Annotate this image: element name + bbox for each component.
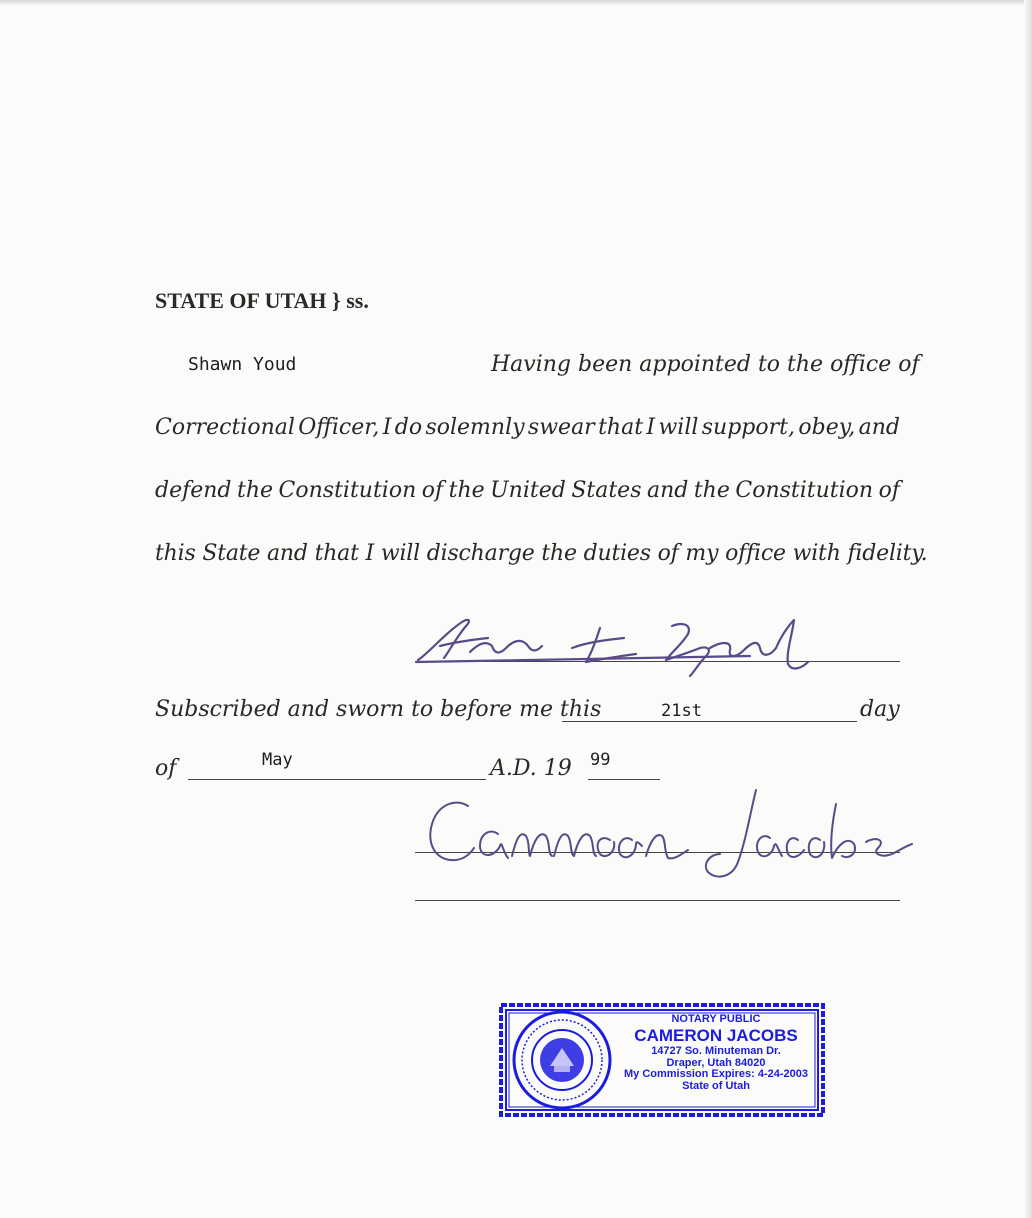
ad-label: A.D. 19 <box>490 756 572 781</box>
subscribed-label: Subscribed and sworn to before me this <box>155 697 602 722</box>
document-heading: STATE OF UTAH } ss. <box>155 288 369 313</box>
year-line <box>588 779 660 780</box>
seal-address-line1: 14727 So. Minuteman Dr. <box>651 1045 781 1058</box>
oath-word: States <box>571 478 642 503</box>
oath-word: solemnly <box>425 415 525 440</box>
oath-word: Constitution <box>735 478 874 503</box>
seal-name: CAMERON JACOBS <box>634 1025 798 1045</box>
oath-word: of <box>878 478 900 503</box>
oath-word: I <box>646 415 656 440</box>
page-right-edge <box>1024 0 1032 1218</box>
month-line <box>188 779 486 780</box>
oath-word: the <box>693 478 730 503</box>
day-line <box>562 721 857 722</box>
month-value: May <box>262 750 293 770</box>
oath-word: obey, <box>798 415 856 440</box>
oath-word: swear <box>527 415 595 440</box>
oath-word: that <box>598 415 644 440</box>
oath-word: defend <box>155 478 232 503</box>
seal-commission: My Commission Expires: 4-24-2003 <box>623 1068 809 1081</box>
notary-signature-line-2 <box>415 900 900 901</box>
seal-address-line2: Draper, Utah 84020 <box>666 1056 766 1069</box>
state-seal-icon <box>510 1008 614 1112</box>
page-top-edge <box>0 0 1032 6</box>
seal-state: State of Utah <box>682 1080 750 1093</box>
notary-signature <box>420 784 920 884</box>
notary-seal <box>498 1002 826 1118</box>
oath-line-4: this State and that I will discharge the duties of my office with fidelity. <box>155 541 928 566</box>
oath-word: the <box>448 478 485 503</box>
of-label: of <box>155 756 177 781</box>
affiant-signature <box>410 612 810 682</box>
oath-line-2 <box>155 415 900 440</box>
appointee-name: Shawn Youd <box>188 354 297 375</box>
seal-text-block <box>616 1014 816 1093</box>
year-value: 99 <box>590 750 611 770</box>
oath-word: do <box>394 415 423 440</box>
oath-word: and <box>646 478 689 503</box>
day-label: day <box>860 697 900 722</box>
seal-title: NOTARY PUBLIC <box>671 1013 761 1025</box>
oath-word: United <box>490 478 566 503</box>
oath-word: Officer, <box>298 415 380 440</box>
oath-word: Correctional <box>155 415 295 440</box>
oath-word: will <box>658 415 699 440</box>
day-value: 21st <box>661 701 702 721</box>
oath-line-1: Having been appointed to the office of <box>491 352 920 377</box>
oath-word: of <box>421 478 444 503</box>
oath-word: support, <box>701 415 795 440</box>
oath-line-3 <box>155 478 900 503</box>
oath-word: and <box>858 415 900 440</box>
oath-word: Constitution <box>278 478 417 503</box>
oath-word: the <box>237 478 274 503</box>
oath-word: I <box>382 415 392 440</box>
